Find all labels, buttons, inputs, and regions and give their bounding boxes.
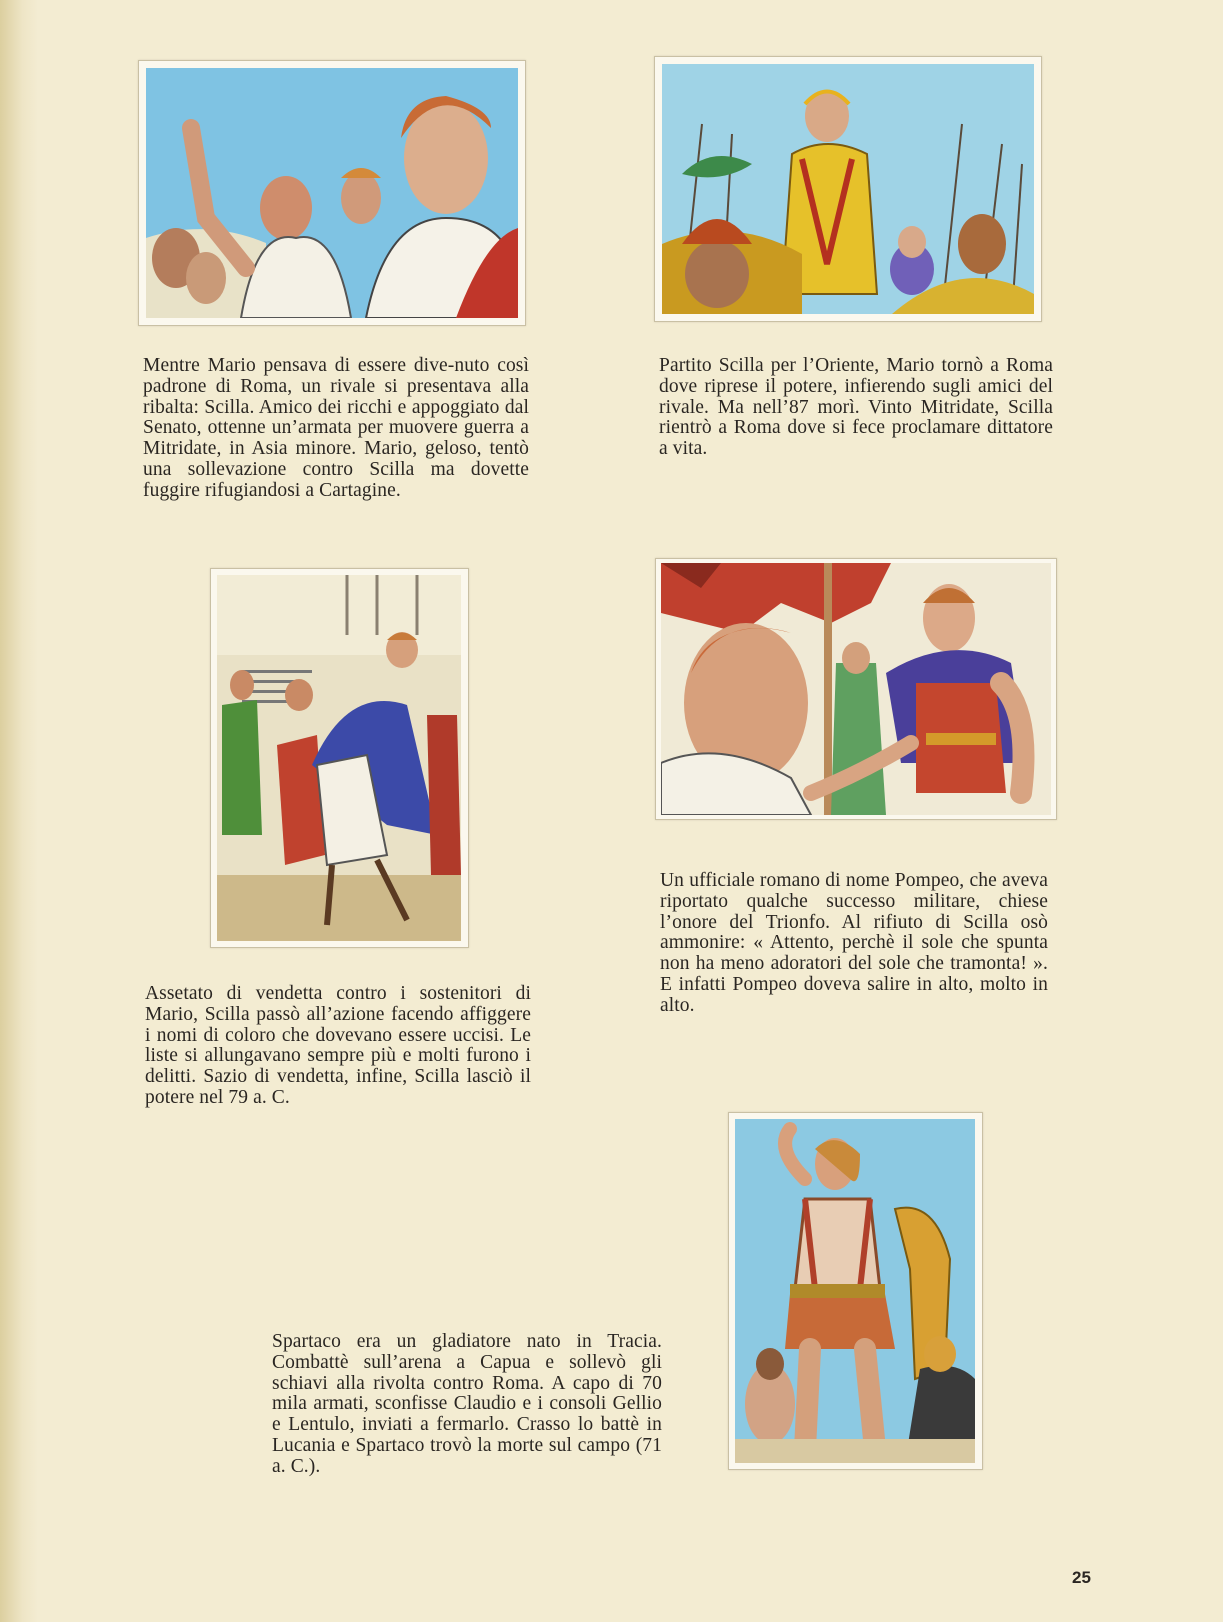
- illustration-proscription-lists: [210, 568, 469, 948]
- illustration-mario-crowd: [138, 60, 526, 326]
- illustration-scilla-triumph: [654, 56, 1042, 322]
- illustration-pompeo: [655, 558, 1057, 820]
- panel-1-caption: Mentre Mario pensava di essere dive-nuto così padrone di Roma, un rivale si presentava alla ribalta: Scilla. Amico dei ricchi e appoggiato dal Senato, ottenne un’armata per muovere guerra a Mitridate, in Asia minore. Mario, geloso, tentò una sollevazione contro Scilla ma dovette fuggire rifugiandosi a Cartagine.: [143, 355, 529, 501]
- illustration-spartaco: [728, 1112, 983, 1470]
- panel-3-caption: Assetato di vendetta contro i sostenitori di Mario, Scilla passò all’azione facendo affiggere i nomi di coloro che dovevano essere uccisi. Le liste si allungavano sempre più e molti furono i delitti. Sazio di vendetta, infine, Scilla lasciò il potere nel 79 a. C.: [145, 983, 531, 1108]
- panel-2-caption: Partito Scilla per l’Oriente, Mario tornò a Roma dove riprese il potere, infierendo sugli amici del rivale. Ma nell’87 morì. Vinto Mitridate, Scilla rientrò a Roma dove si fece proclamare dittatore a vita.: [659, 355, 1053, 460]
- panel-4-caption: Un ufficiale romano di nome Pompeo, che aveva riportato qualche successo militare, chiese l’onore del Trionfo. Al rifiuto di Scilla osò ammonire: « Attento, perchè il sole che spunta non ha meno adoratori del sole che tramonta! ». E infatti Pompeo doveva salire in alto, molto in alto.: [660, 870, 1048, 1016]
- panel-5-caption: Spartaco era un gladiatore nato in Tracia. Combattè sull’arena a Capua e sollevò gli schiavi alla rivolta contro Roma. A capo di 70 mila armati, sconfisse Claudio e i consoli Gellio e Lentulo, inviati a fermarlo. Crasso lo battè in Lucania e Spartaco trovò la morte sul campo (71 a. C.).: [272, 1331, 662, 1477]
- page-gutter-shadow: [0, 0, 38, 1622]
- page-number: 25: [1072, 1568, 1091, 1587]
